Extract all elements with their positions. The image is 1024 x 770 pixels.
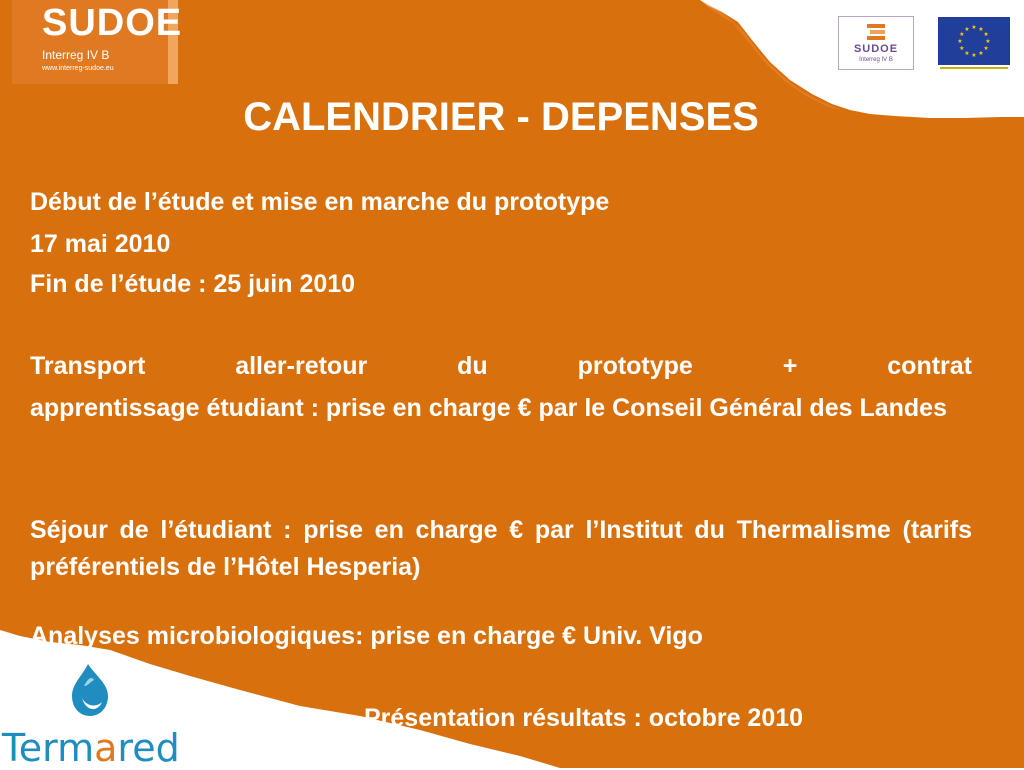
sudoe-logo-program: Interreg IV B bbox=[42, 48, 110, 62]
transport-line-rest: apprentissage étudiant : prise en charge € par le Conseil Général des Landes bbox=[30, 394, 947, 422]
water-drop-icon bbox=[60, 662, 120, 728]
eu-star-icon: ★ bbox=[978, 26, 984, 33]
eu-star-icon: ★ bbox=[985, 39, 991, 45]
slide-title: CALENDRIER - DEPENSES bbox=[243, 95, 759, 139]
study-start-line: Début de l’étude et mise en marche du prototype bbox=[30, 188, 610, 216]
transport-line-1: Transport aller-retour du prototype + contrat bbox=[30, 352, 972, 380]
termared-part-2: a bbox=[94, 726, 118, 770]
eu-star-icon: ★ bbox=[983, 46, 989, 52]
eu-star-icon: ★ bbox=[978, 51, 984, 58]
eu-star-icon: ★ bbox=[964, 51, 970, 58]
eu-star-icon: ★ bbox=[971, 53, 977, 59]
termared-logo bbox=[0, 662, 190, 768]
sudoe-mark-icon bbox=[867, 23, 885, 41]
presentation-line: Présentation résultats : octobre 2010 bbox=[364, 704, 804, 732]
sejour-paragraph: Séjour de l’étudiant : prise en charge € par l’Institut du Thermalisme (tarifs préférentiels de l’Hôtel Hesperia) bbox=[30, 516, 972, 581]
eu-flag-icon bbox=[938, 17, 1010, 65]
eu-flag-caption bbox=[940, 66, 1008, 70]
termared-part-3: red bbox=[117, 726, 180, 770]
sudoe-small-logo bbox=[838, 16, 914, 70]
eu-star-icon: ★ bbox=[957, 39, 963, 45]
study-end-line: Fin de l’étude : 25 juin 2010 bbox=[30, 270, 356, 298]
analyses-line: Analyses microbiologiques: prise en charge € Univ. Vigo bbox=[30, 622, 703, 650]
sudoe-small-name: SUDOE bbox=[853, 43, 899, 55]
termared-wordmark bbox=[2, 728, 180, 768]
study-start-date: 17 mai 2010 bbox=[30, 230, 171, 258]
sudoe-logo bbox=[12, 0, 183, 84]
sudoe-logo-url: www.interreg-sudoe.eu bbox=[42, 65, 114, 72]
sudoe-logo-name: SUDOE bbox=[42, 2, 183, 44]
eu-star-icon: ★ bbox=[959, 46, 965, 52]
termared-part-1: Term bbox=[2, 726, 95, 770]
eu-star-icon: ★ bbox=[964, 26, 970, 33]
eu-star-icon: ★ bbox=[971, 25, 977, 31]
eu-star-icon: ★ bbox=[983, 32, 989, 38]
eu-stars bbox=[938, 17, 1010, 65]
sudoe-small-program: Interreg IV B bbox=[859, 57, 893, 63]
eu-star-icon: ★ bbox=[959, 32, 965, 38]
